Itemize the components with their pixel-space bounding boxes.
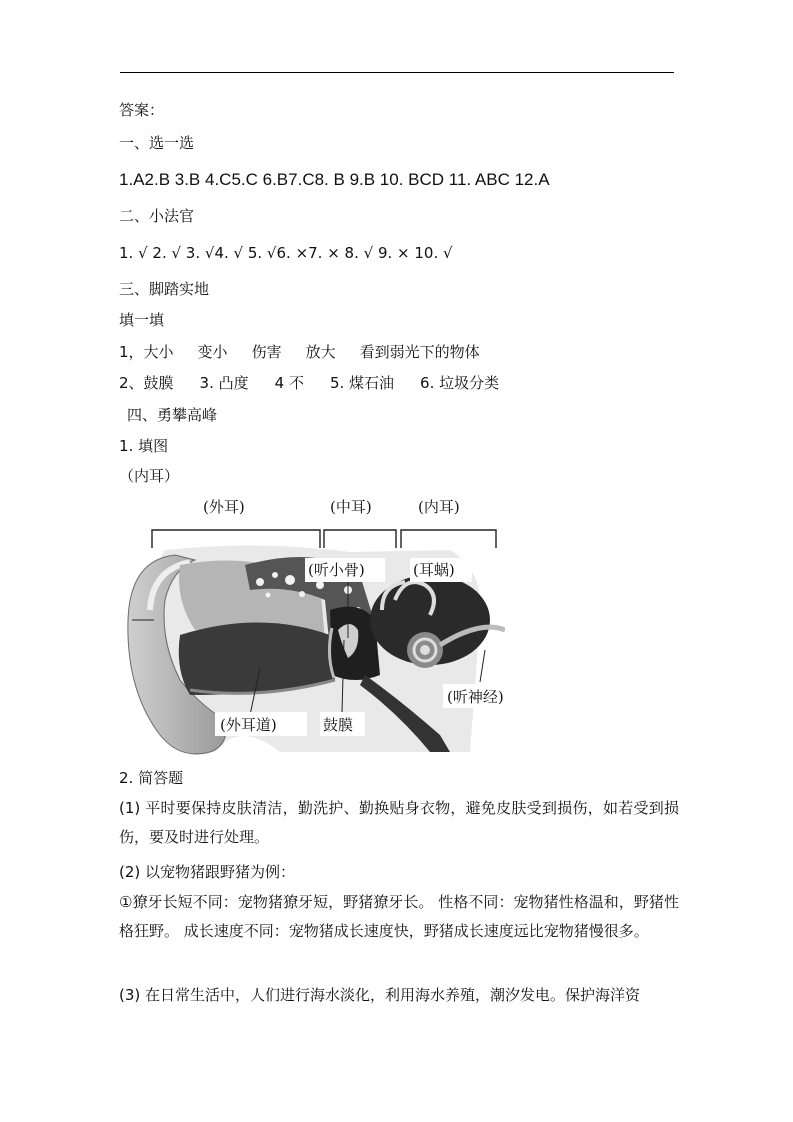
question-2: 2. 简答题 — [119, 769, 184, 787]
answer-2-detail: ①獠牙长短不同：宠物猪獠牙短，野猪獠牙长。 性格不同：宠物猪性格温和，野猪性格狂野。 成长速度不同：宠物猪成长速度快，野猪成长速度远比宠物猪慢很多。 — [119, 893, 679, 940]
header-rule — [120, 72, 674, 73]
fill-answer: 6. 垃圾分类 — [420, 374, 500, 392]
label-eardrum: 鼓膜 — [323, 716, 354, 734]
fill-answer: 4 不 — [274, 374, 304, 392]
section1-answers: 1.A2.B 3.B 4.C5.C 6.B7.C8. B 9.B 10. BCD 11. ABC 12.A — [119, 170, 550, 189]
answer-1: (1) 平时要保持皮肤清洁，勤洗护、勤换贴身衣物，避免皮肤受到损伤，如若受到损伤，要及时进行处理。 — [119, 799, 679, 846]
section2-title: 二、小法官 — [119, 207, 195, 225]
inner-ear-bracket — [401, 530, 496, 548]
fill-answer: 3. 凸度 — [199, 374, 249, 392]
fill-answer: 变小 — [197, 343, 228, 361]
ear-diagram — [120, 490, 505, 762]
fill-answer: 看到弱光下的物体 — [359, 343, 480, 361]
fill-row-2 — [119, 373, 499, 393]
section4-title: 四、勇攀高峰 — [127, 406, 218, 424]
section3-subtitle: 填一填 — [119, 311, 165, 329]
section2-answers: 1. √ 2. √ 3. √4. √ 5. √6. ×7. × 8. √ 9. × 10. √ — [119, 244, 453, 262]
label-cochlea: (耳蜗) — [413, 561, 455, 579]
answers-heading: 答案： — [119, 101, 165, 119]
fill-answer: 1，大小 — [119, 343, 174, 361]
fill-answer: 放大 — [305, 343, 336, 361]
label-ear-canal: (外耳道) — [220, 716, 277, 734]
label-outer-ear: (外耳) — [203, 498, 245, 516]
pointer-line — [480, 650, 485, 682]
label-auditory-nerve: (听神经) — [447, 688, 504, 706]
answer-2: (2) 以宠物猪跟野猪为例： — [119, 863, 296, 881]
middle-ear-bracket — [324, 530, 396, 548]
fill-answer: 伤害 — [251, 343, 282, 361]
question-1-answer: （内耳） — [119, 467, 180, 485]
fill-answer: 5. 煤石油 — [329, 374, 395, 392]
question-1: 1. 填图 — [119, 437, 169, 455]
label-middle-ear: (中耳) — [330, 498, 372, 516]
section1-title: 一、选一选 — [119, 134, 195, 152]
outer-ear-bracket — [152, 530, 320, 548]
label-ossicles: (听小骨) — [308, 561, 365, 579]
fill-row-1 — [119, 342, 480, 362]
fill-answer: 2、鼓膜 — [119, 374, 174, 392]
answer-3: (3) 在日常生活中，人们进行海水淡化，利用海水养殖，潮汐发电。保护海洋资 — [119, 986, 641, 1004]
section3-title: 三、脚踏实地 — [119, 280, 210, 298]
label-inner-ear: (内耳) — [418, 498, 460, 516]
